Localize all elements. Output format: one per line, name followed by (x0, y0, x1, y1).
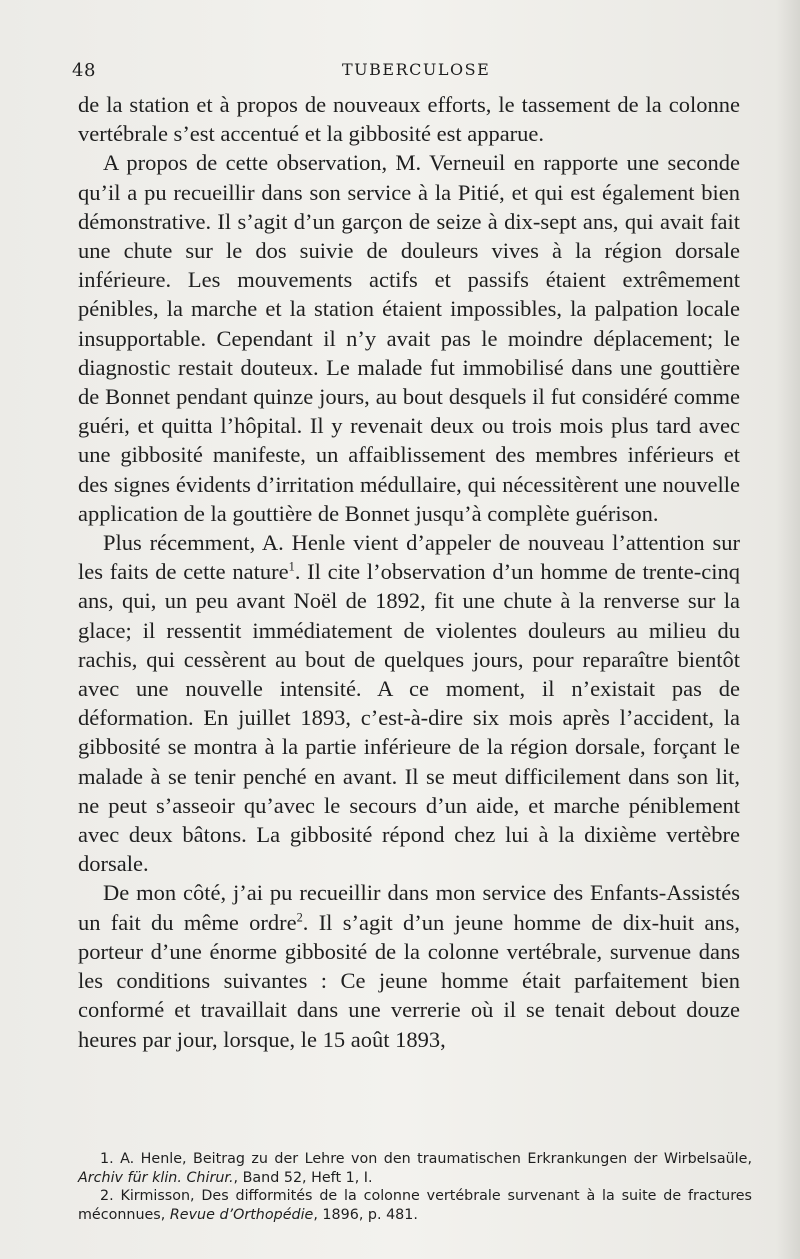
footnote-ref-2: 2 (296, 910, 303, 925)
page-header (72, 60, 770, 90)
footnote-1-journal: Archiv für klin. Chirur. (78, 1169, 234, 1186)
paragraph-2: A propos de cette observation, M. Verneuil en rapporte une seconde qu’il a pu recueillir dans son service à la Pitié, et qui est également bien démonstrative. Il s’agit d’un garçon de seize à dix-sept ans, qui avait fait une chute sur le dos suivie de douleurs vives à la région dorsale inférieure. Les mouvements actifs et passifs étaient extrêmement pénibles, la marche et la station étaient impossibles, la palpation locale insupportable. Cependant il n’y avait pas le moindre déplacement; le diagnostic restait douteux. Le malade fut immobilisé dans une gouttière de Bonnet pendant quinze jours, au bout desquels il fut considéré comme guéri, et quitta l’hôpital. Il y revenait deux ou trois mois plus tard avec une gibbosité manifeste, un affaiblissement des membres inférieurs et des signes évidents d’irritation médullaire, qui nécessitèrent une nouvelle application de la gouttière de Bonnet jusqu’à complète guérison. (78, 150, 740, 526)
paragraph-3 (78, 528, 740, 878)
main-text (78, 90, 740, 1054)
footnote-2-journal: Revue d’Orthopédie (169, 1206, 314, 1223)
footnote-2-text-a: 2. Kirmisson, Des difformités de la colonne vertébrale survenant à la suite de fractures méconnues, (78, 1188, 752, 1223)
paragraph-3-text-b: . Il cite l’observation d’un homme de trente-cinq ans, qui, un peu avant Noël de 1892, fit une chute à la renverse sur la glace; il ressentit immédiatement de violentes douleurs au milieu du rachis, qui cessèrent au bout de quelques jours, pour reparaître bientôt avec une nouvelle intensité. A ce moment, il n’existait pas de déformation. En juillet 1893, c’est-à-dire six mois après l’accident, la gibbosité se montra à la partie inférieure de la région dorsale, forçant le malade à se tenir penché en avant. Il se meut difficilement dans son lit, ne peut s’asseoir qu’avec le secours d’un aide, et marche péniblement avec deux bâtons. La gibbosité répond chez lui à la dixième vertèbre dorsale. (78, 559, 740, 877)
running-title: TUBERCULOSE (342, 60, 491, 79)
footnote-1-text-a: 1. A. Henle, Beitrag zu der Lehre von den traumatischen Erkrankungen der Wirbelsaüle, (100, 1151, 752, 1167)
paragraph-4 (78, 878, 740, 1053)
paragraph-1: de la station et à propos de nouveaux efforts, le tassement de la colonne vertébrale s’est accentué et la gibbosité est apparue. (78, 92, 740, 147)
footnote-1-text-b: , Band 52, Heft 1, I. (233, 1169, 373, 1186)
footnote-2-text-b: , 1896, p. 481. (313, 1206, 418, 1223)
footnote-1 (78, 1150, 752, 1187)
footnote-ref-1: 1 (288, 559, 295, 574)
page-number: 48 (72, 60, 96, 81)
footnotes (78, 1150, 752, 1224)
footnote-2 (78, 1187, 752, 1224)
paragraph-4-text-b: . Il s’agit d’un jeune homme de dix-huit ans, porteur d’une énorme gibbosité de la colonne vertébrale, survenue dans les conditions suivantes : Ce jeune homme était parfaitement bien conformé et travaillait dans une verrerie où il se tenait debout douze heures par jour, lorsque, le 15 août 1893, (78, 909, 740, 1052)
paragraph-3-text-a: Plus récemment, A. Henle vient d’appeler de nouveau l’attention sur les faits de cette nature (78, 530, 740, 585)
paragraph-4-text-a: De mon côté, j’ai pu recueillir dans mon service des Enfants-Assistés un fait du même ordre (78, 880, 740, 935)
